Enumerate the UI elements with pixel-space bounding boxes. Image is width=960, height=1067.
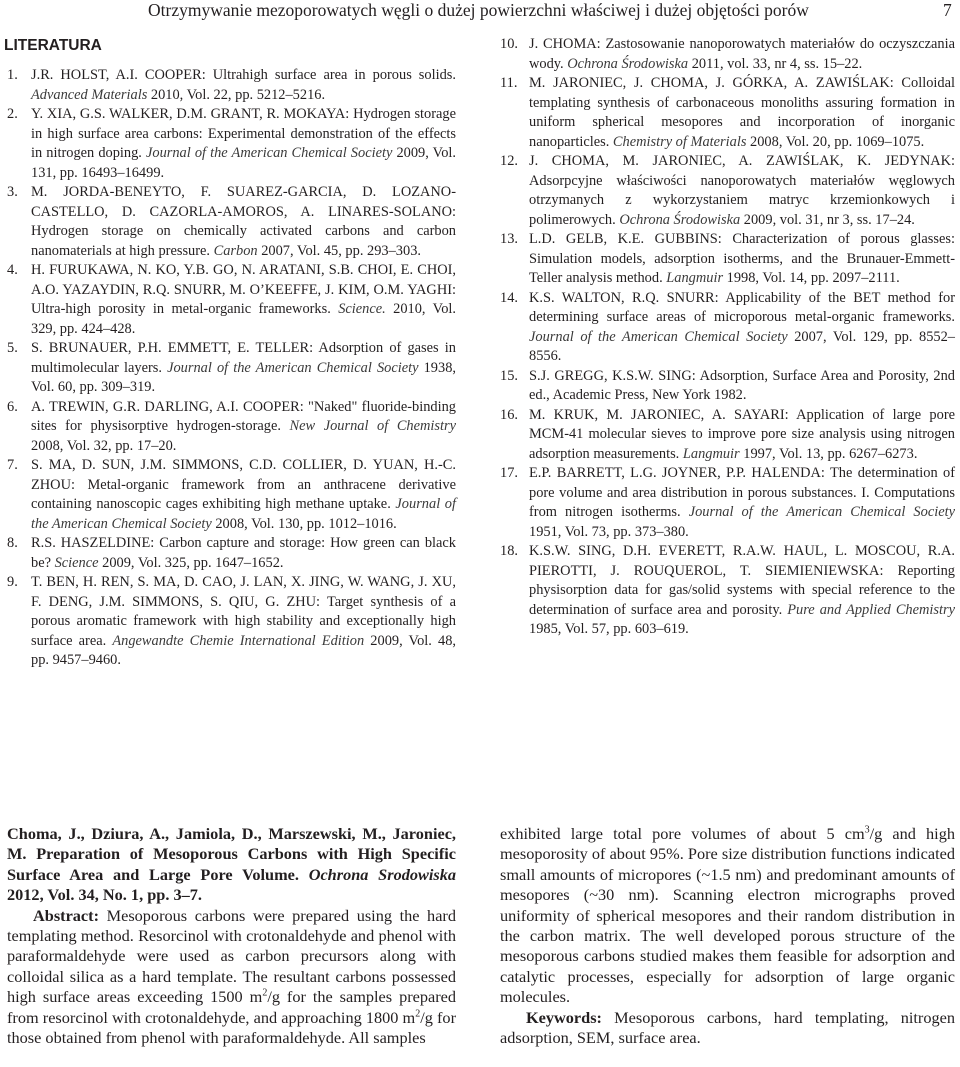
reference-number: 6. bbox=[7, 398, 18, 415]
reference-item bbox=[7, 573, 456, 671]
reference-journal: Journal of the American Chemical Society bbox=[145, 145, 393, 161]
reference-text: H. FURUKAWA, N. KO, Y.B. GO, N. ARATANI, S.B. CHOI, E. CHOI, A.O. YAZAYDIN, R.Q. SNURR, M. O’KEEFFE, J. KIM, O.M. YAGHI: Ultra-high porosity in metal-organic frameworks. bbox=[31, 262, 456, 317]
keywords-text: Mesoporous carbons, hard templating, nitrogen adsorption, SEM, surface area. bbox=[500, 1007, 955, 1048]
reference-journal: New Journal of Chemistry bbox=[289, 418, 456, 434]
reference-item bbox=[500, 367, 955, 406]
reference-tail: 2009, Vol. 48, pp. 9457–9460. bbox=[31, 632, 456, 668]
reference-number: 10. bbox=[500, 36, 518, 52]
reference-text: M. JARONIEC, J. CHOMA, J. GÓRKA, A. ZAWIŚLAK: Colloidal templating synthesis of carbonaceous monoliths assuring formation in uniform spherical mesopores and incorporation of inorganic nanoparticles. bbox=[529, 75, 955, 150]
reference-number: 13. bbox=[500, 231, 518, 247]
reference-number: 7. bbox=[7, 457, 18, 473]
reference-item bbox=[500, 406, 955, 465]
reference-body bbox=[529, 152, 955, 230]
reference-item bbox=[7, 66, 456, 105]
reference-text: A. TREWIN, G.R. DARLING, A.I. COOPER: "Naked" fluoride-binding sites for physisorptive hydrogen-storage. bbox=[31, 398, 456, 434]
reference-body bbox=[31, 398, 456, 457]
reference-body bbox=[529, 367, 955, 406]
superscript-3: 3 bbox=[864, 824, 870, 836]
reference-text: K.S. WALTON, R.Q. SNURR: Applicability of the BET method for determining surface areas of microporous metal-organic frameworks. bbox=[529, 289, 955, 325]
reference-body bbox=[529, 289, 955, 367]
reference-text: J. CHOMA: Zastosowanie nanoporowatych materiałów do oczyszczania wody. bbox=[529, 36, 955, 72]
reference-journal: Science bbox=[54, 554, 99, 571]
reference-item bbox=[7, 183, 456, 261]
reference-journal: Langmuir bbox=[682, 445, 740, 462]
reference-item bbox=[7, 398, 456, 457]
reference-journal: Chemistry of Materials bbox=[612, 133, 747, 150]
abstract-text-4: exhibited large total pore volumes of about 5 cm bbox=[500, 824, 865, 843]
reference-body bbox=[31, 183, 456, 261]
reference-body bbox=[31, 534, 456, 573]
reference-number: 17. bbox=[500, 465, 518, 481]
reference-text: T. BEN, H. REN, S. MA, D. CAO, J. LAN, X. JING, W. WANG, J. XU, F. DENG, J.M. SIMMONS, S. QIU, G. ZHU: Target synthesis of a porous aromatic framework with high stability and exceptionally high surface area. bbox=[31, 574, 456, 649]
superscript-2: 2 bbox=[415, 1008, 421, 1020]
reference-number: 2. bbox=[7, 106, 18, 122]
reference-journal: Journal of the American Chemical Society bbox=[529, 328, 788, 345]
reference-number: 5. bbox=[7, 340, 18, 356]
reference-number: 12. bbox=[500, 153, 518, 169]
citation-journal: Ochrona Srodowiska bbox=[308, 864, 456, 884]
reference-item bbox=[500, 74, 955, 152]
reference-text: M. KRUK, M. JARONIEC, A. SAYARI: Application of large pore MCM-41 molecular sieves to improve pore size analysis using nitrogen adsorption measurements. bbox=[529, 406, 955, 462]
reference-body bbox=[529, 542, 955, 640]
citation-authors: Choma, J., Dziura, A., Jamiola, D., Marszewski, M., Jaroniec, M. Preparation of Mesoporous Carbons with High Specific Surface Area and Large Pore Volume. bbox=[7, 824, 456, 884]
reference-item bbox=[500, 230, 955, 289]
reference-text: J.R. HOLST, A.I. COOPER: Ultrahigh surface area in porous solids. bbox=[31, 67, 456, 83]
reference-tail: 2008, Vol. 130, pp. 1012–1016. bbox=[211, 515, 397, 532]
reference-tail: 1938, Vol. 60, pp. 309–319. bbox=[31, 359, 456, 395]
reference-item bbox=[7, 339, 456, 398]
reference-text: K.S.W. SING, D.H. EVERETT, R.A.W. HAUL, L. MOSCOU, R.A. PIEROTTI, J. ROUQUEROL, T. SIEMIENIEWSKA: Reporting physisorption data for gas/solid systems with special reference to the determination of surface area and porosity. bbox=[529, 543, 955, 618]
reference-journal: Ochrona Środowiska bbox=[619, 211, 741, 228]
reference-body bbox=[31, 105, 456, 183]
reference-number: 9. bbox=[7, 574, 18, 590]
reference-tail: 1951, Vol. 73, pp. 373–380. bbox=[529, 523, 689, 540]
reference-item bbox=[7, 456, 456, 534]
references-left-column bbox=[7, 66, 456, 671]
reference-text: S. MA, D. SUN, J.M. SIMMONS, C.D. COLLIER, D. YUAN, H.-C. ZHOU: Metal-organic framework from an anthracene derivative containing nanoscopic cages exhibiting high methane uptake. bbox=[31, 457, 456, 512]
abstract-text-1: Mesoporous carbons were prepared using the hard templating method. Resorcinol with crotonaldehyde and phenol with paraformaldehyde were used as carbon precursors along with colloidal silica as a hard template. The resultant carbons possessed high surface areas exceeding 1500 m bbox=[7, 905, 456, 1007]
abstract-citation bbox=[7, 824, 456, 904]
reference-item bbox=[500, 152, 955, 230]
reference-tail: 2007, Vol. 45, pp. 293–303. bbox=[257, 242, 421, 259]
reference-number: 1. bbox=[7, 67, 18, 83]
reference-tail: 2009, vol. 31, nr 3, ss. 17–24. bbox=[740, 211, 915, 228]
abstract-text-5: /g and high mesoporosity of about 95%. Pore size distribution functions indicated small amounts of micropores (~1.5 nm) and predominant amounts of mesopores (~30 nm). Scanning electron micrographs proved uniformity of spherical mesopores and their random distribution in the carbon matrix. The well developed porous structure of the mesoporous carbons studied makes them feasible for adsorption and catalytic processes, especially for adsorption of large organic molecules. bbox=[500, 824, 955, 1007]
reference-number: 8. bbox=[7, 535, 18, 551]
reference-number: 11. bbox=[500, 75, 518, 91]
reference-number: 16. bbox=[500, 406, 518, 423]
reference-journal: Carbon bbox=[213, 242, 258, 259]
reference-item bbox=[7, 105, 456, 183]
reference-body bbox=[31, 339, 456, 398]
reference-number: 14. bbox=[500, 289, 518, 306]
reference-text: S. BRUNAUER, P.H. EMMETT, E. TELLER: Adsorption of gases in multimolecular layers. bbox=[31, 340, 456, 376]
reference-number: 15. bbox=[500, 367, 518, 384]
reference-tail: 1997, Vol. 13, pp. 6267–6273. bbox=[739, 445, 918, 462]
reference-journal: Ochrona Środowiska bbox=[567, 55, 689, 72]
reference-item bbox=[500, 289, 955, 367]
reference-text: L.D. GELB, K.E. GUBBINS: Characterization of porous glasses: Simulation models, adsorption isotherms, and the Brunauer-Emmett-Teller analysis method. bbox=[529, 231, 955, 286]
reference-body bbox=[529, 406, 955, 465]
reference-journal: Journal of the American Chemical Society bbox=[31, 496, 457, 532]
reference-item bbox=[500, 542, 955, 640]
citation-tail: 2012, Vol. 34, No. 1, pp. 3–7. bbox=[7, 885, 202, 905]
abstract-right-column bbox=[500, 824, 955, 1048]
reference-tail: 2011, vol. 33, nr 4, ss. 15–22. bbox=[688, 55, 863, 72]
reference-journal: Science. bbox=[338, 301, 386, 317]
reference-number: 18. bbox=[500, 543, 518, 559]
reference-journal: Journal of the American Chemical Society bbox=[688, 504, 955, 520]
reference-journal: Angewandte Chemie International Edition bbox=[112, 632, 365, 649]
reference-tail: 2008, Vol. 32, pp. 17–20. bbox=[31, 437, 177, 454]
abstract-text-2: /g for the samples prepared from resorcinol with crotonaldehyde, and approaching 1800 m bbox=[7, 987, 457, 1027]
page-number: 7 bbox=[943, 0, 952, 20]
reference-journal: Langmuir bbox=[666, 270, 724, 286]
reference-number: 3. bbox=[7, 184, 18, 200]
keywords-paragraph bbox=[500, 1008, 955, 1049]
reference-body bbox=[31, 573, 456, 671]
reference-journal: Journal of the American Chemical Society bbox=[167, 359, 419, 376]
abstract-left-column bbox=[7, 824, 456, 1048]
reference-journal: Pure and Applied Chemistry bbox=[787, 601, 955, 618]
reference-tail: 2010, Vol. 329, pp. 424–428. bbox=[31, 301, 456, 337]
reference-body bbox=[529, 230, 955, 289]
reference-body bbox=[31, 456, 456, 534]
reference-body bbox=[31, 261, 456, 339]
keywords-label: Keywords: bbox=[526, 1007, 602, 1027]
reference-text: R.S. HASZELDINE: Carbon capture and storage: How green can black be? bbox=[31, 535, 456, 571]
running-header-title: Otrzymywanie mezoporowatych węgli o dużej powierzchni właściwej i dużej objętości porów bbox=[148, 0, 809, 20]
reference-item bbox=[500, 35, 955, 74]
reference-text: J. CHOMA, M. JARONIEC, A. ZAWIŚLAK, K. JEDYNAK: Adsorpcyjne właściwości nanoporowatych materiałów węglowych otrzymanych z wykorzystaniem matryc krzemionkowych i polimerowych. bbox=[529, 153, 955, 228]
reference-tail: 1985, Vol. 57, pp. 603–619. bbox=[529, 621, 689, 637]
reference-tail: 2009, Vol. 131, pp. 16493–16499. bbox=[31, 145, 456, 181]
superscript-1: 2 bbox=[262, 987, 268, 999]
reference-item bbox=[500, 464, 955, 542]
reference-tail: 2009, Vol. 325, pp. 1647–1652. bbox=[98, 554, 284, 571]
reference-body bbox=[31, 66, 456, 105]
reference-number: 4. bbox=[7, 262, 18, 278]
reference-text: M. JORDA-BENEYTO, F. SUAREZ-GARCIA, D. LOZANO-CASTELLO, D. CAZORLA-AMOROS, A. LINARES-SOLANO: Hydrogen storage on chemically activated carbons and carbon nanomaterials at high pressure. bbox=[31, 184, 456, 259]
reference-text: S.J. GREGG, K.S.W. SING: Adsorption, Surface Area and Porosity, 2nd ed., Academic Press, New York 1982. bbox=[529, 367, 955, 403]
reference-journal: Advanced Materials bbox=[31, 86, 148, 103]
reference-tail: 1998, Vol. 14, pp. 2097–2111. bbox=[723, 270, 900, 286]
reference-text: E.P. BARRETT, L.G. JOYNER, P.P. HALENDA: The determination of pore volume and area distribution in porous substances. I. Computations from nitrogen isotherms. bbox=[529, 465, 955, 520]
reference-body bbox=[529, 74, 955, 152]
abstract-paragraph bbox=[7, 906, 456, 1049]
reference-tail: 2010, Vol. 22, pp. 5212–5216. bbox=[147, 86, 326, 103]
reference-tail: 2007, Vol. 129, pp. 8552–8556. bbox=[529, 328, 955, 364]
reference-text: Y. XIA, G.S. WALKER, D.M. GRANT, R. MOKAYA: Hydrogen storage in high surface area carbons: Experimental demonstration of the effects in nitrogen doping. bbox=[31, 106, 456, 161]
reference-tail: 2008, Vol. 20, pp. 1069–1075. bbox=[746, 133, 925, 150]
references-heading: LITERATURA bbox=[4, 37, 102, 54]
references-right-column bbox=[500, 35, 955, 640]
reference-item bbox=[7, 261, 456, 339]
reference-item bbox=[7, 534, 456, 573]
reference-body bbox=[529, 464, 955, 542]
abstract-text-3: /g for those obtained from phenol with paraformaldehyde. All samples bbox=[7, 1007, 456, 1048]
reference-body bbox=[529, 35, 955, 74]
abstract-label: Abstract: bbox=[33, 905, 100, 925]
